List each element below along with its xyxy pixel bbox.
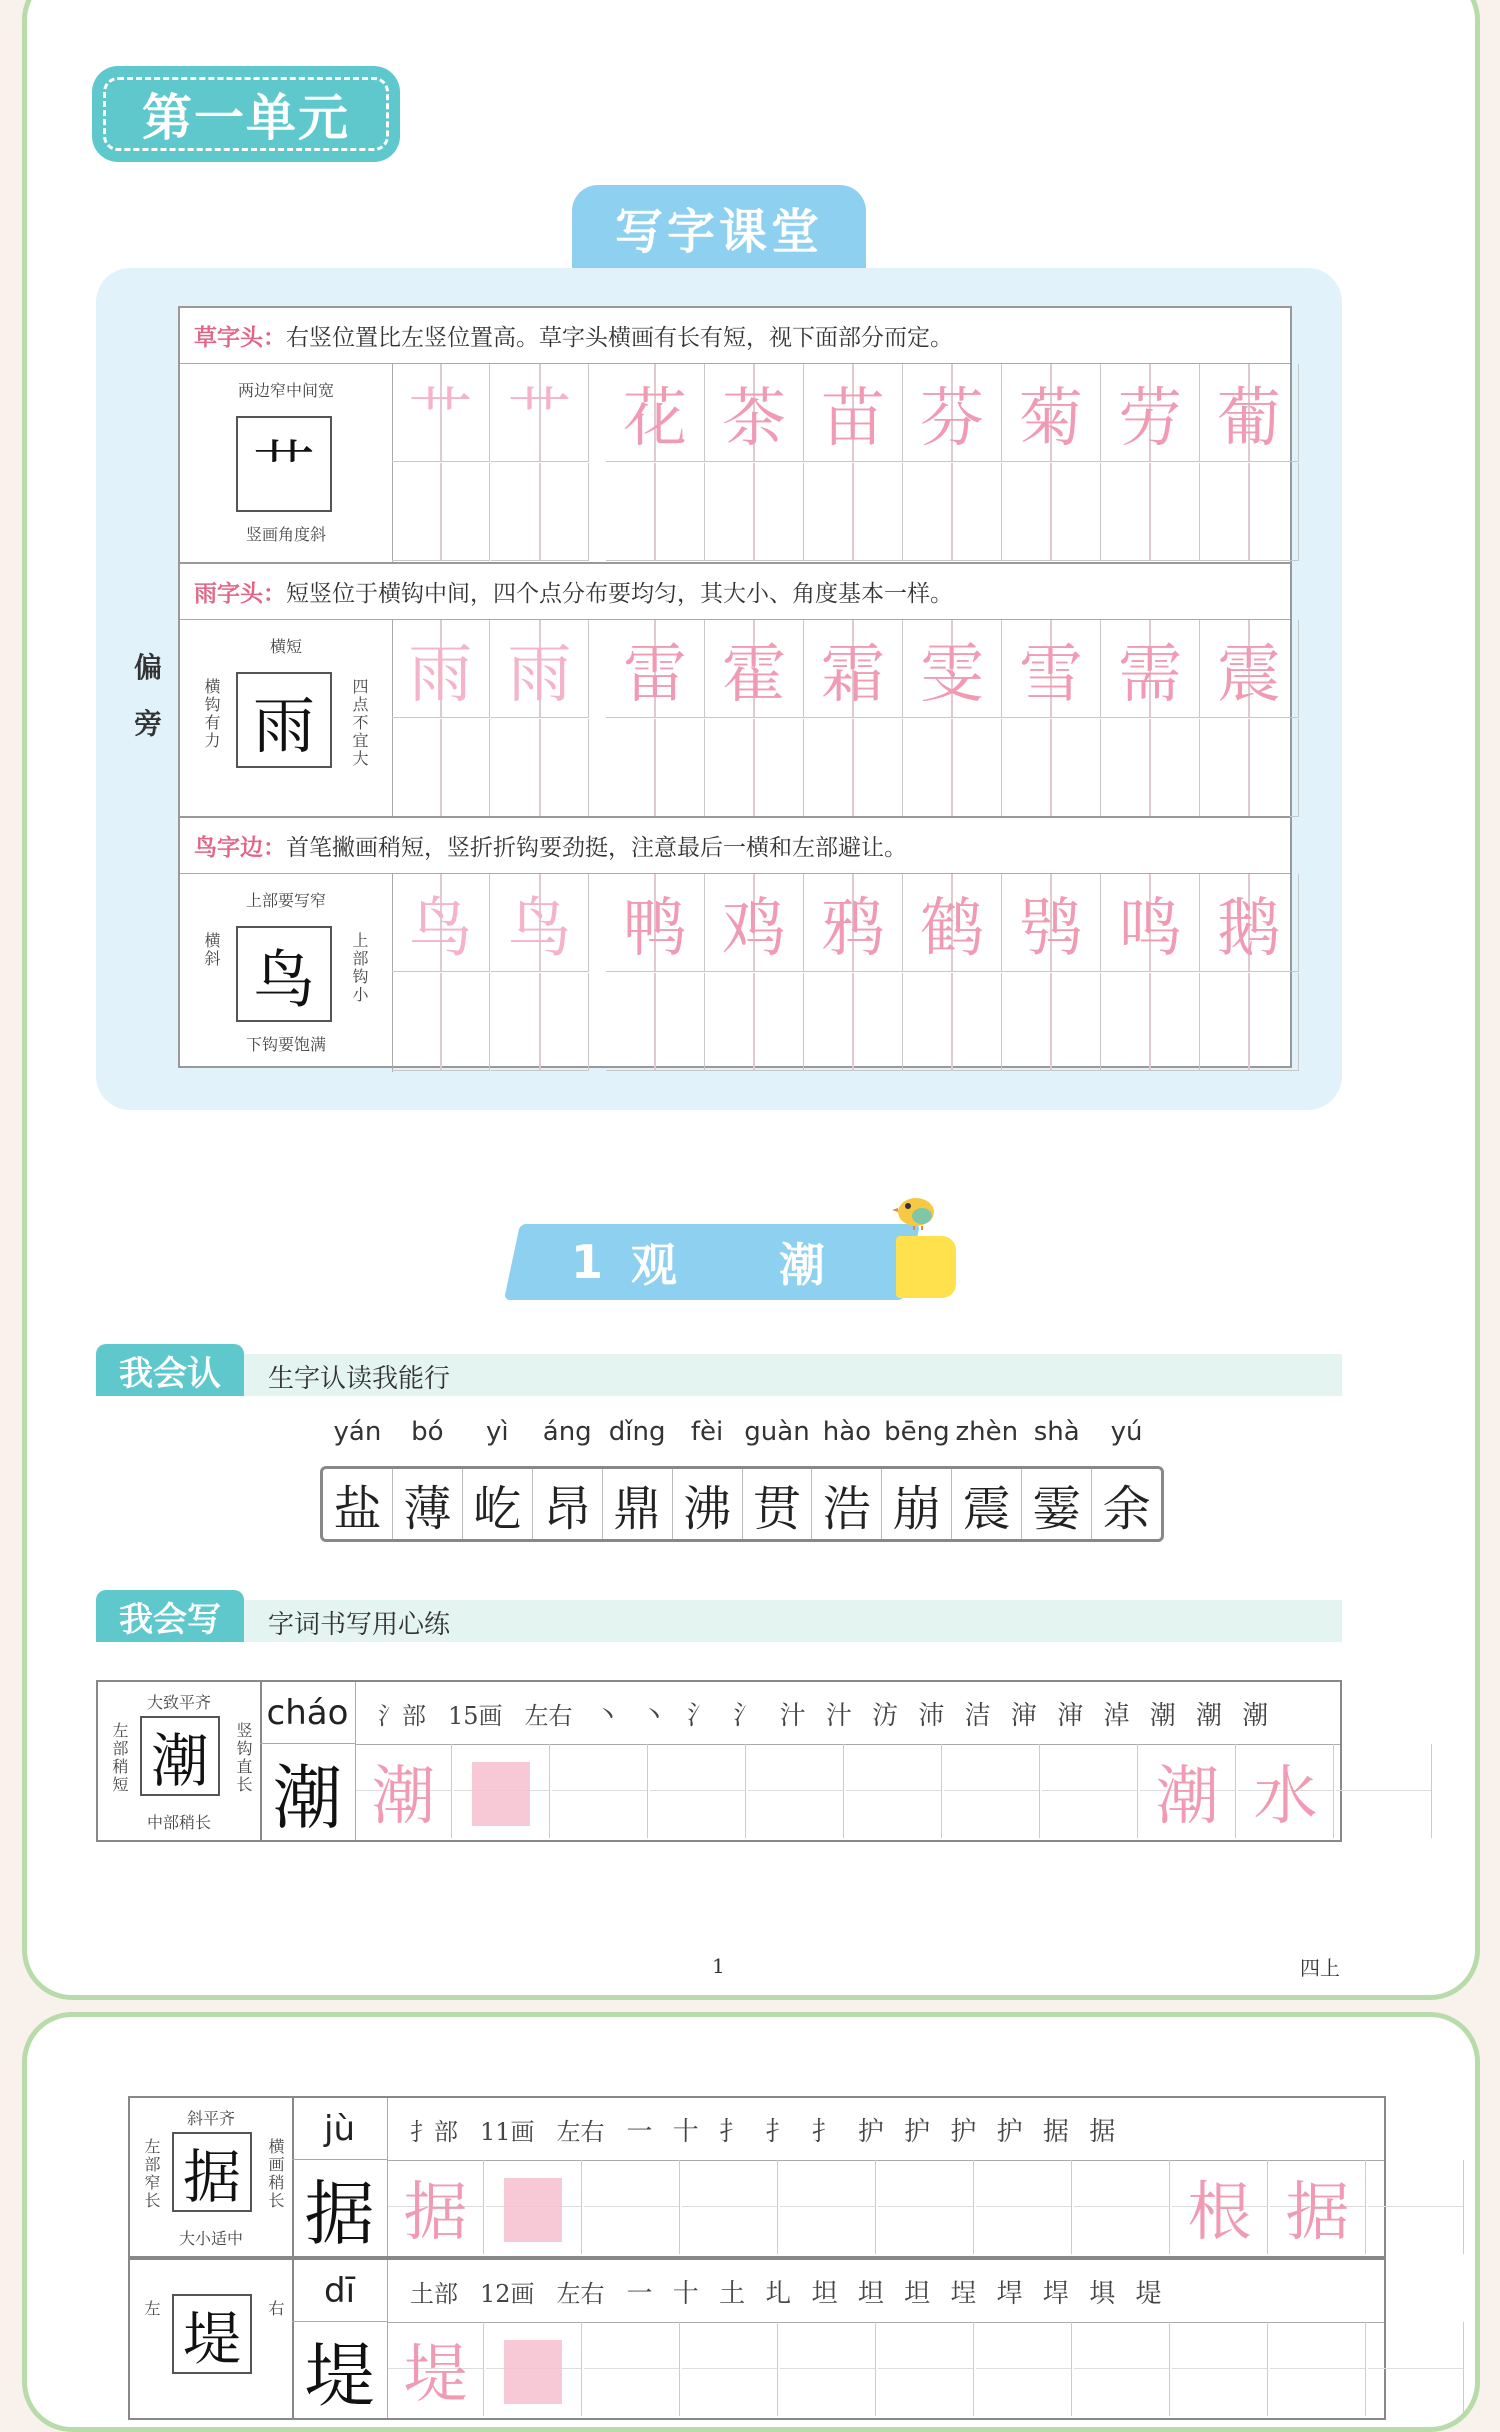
writing-cell[interactable] (878, 2322, 974, 2416)
recognize-characters (320, 1417, 1164, 1542)
practice-cell[interactable] (903, 973, 1002, 1071)
note-bottom: 竖画角度斜 (245, 525, 326, 544)
example-character[interactable]: 花 (606, 364, 705, 462)
practice-cell[interactable] (491, 719, 589, 817)
example-character[interactable]: 鸡 (705, 874, 804, 972)
recognize-char (603, 1417, 673, 1539)
note-right: 横画稍长 (266, 2138, 285, 2210)
classroom-tab: 写字课堂 (572, 185, 866, 269)
note-right: 四点不宜大 (350, 678, 369, 768)
recognize-char (323, 1417, 393, 1539)
radical-name: 草字头： (194, 324, 286, 351)
radical: 土部 (410, 2279, 458, 2308)
example-character[interactable]: 菊 (1002, 364, 1101, 462)
practice-cell[interactable] (1101, 463, 1200, 561)
practice-cell[interactable] (392, 719, 490, 817)
writing-cell[interactable] (944, 1744, 1040, 1838)
example-character[interactable]: 劳 (1101, 364, 1200, 462)
writing-cell[interactable] (454, 1744, 550, 1838)
character: 余 (1102, 1480, 1151, 1537)
practice-cell[interactable] (392, 973, 490, 1071)
character-info (388, 2098, 1384, 2161)
practice-cell[interactable] (705, 973, 804, 1071)
trace-character[interactable]: 潮 (356, 1744, 452, 1838)
writing-grid (388, 2322, 1384, 2416)
trace-radical[interactable]: 艹 (392, 364, 490, 462)
practice-cell[interactable] (392, 463, 490, 561)
word-character[interactable]: 水 (1238, 1744, 1334, 1838)
character: 贯 (752, 1480, 801, 1537)
stroke-order: 丶 丶 氵 氵 汁 汁 汸 沛 洁 渖 渖 淖 潮 潮 潮 (594, 1700, 1275, 1731)
pinyin: zhèn (955, 1417, 1019, 1447)
stroke-count: 12画 (480, 2279, 535, 2308)
lesson-title: 1 观 潮 (570, 1235, 853, 1292)
practice-cell[interactable] (1200, 463, 1299, 561)
grade-label: 四上 (1300, 1956, 1340, 1980)
example-character[interactable]: 鹤 (903, 874, 1002, 972)
radical-description: 右竖位置比左竖位置高。草字头横画有长有短，视下面部分而定。 (286, 325, 953, 351)
writing-cell[interactable] (486, 2160, 582, 2254)
writing-cell[interactable] (1368, 2322, 1464, 2416)
note-top: 大致平齐 (146, 1693, 211, 1712)
writing-cell[interactable] (780, 2160, 876, 2254)
example-character[interactable]: 苗 (804, 364, 903, 462)
character: 堤 (292, 2322, 388, 2418)
character: 沸 (683, 1480, 732, 1537)
write-demo (130, 2098, 294, 2256)
radical-name: 鸟字边： (194, 834, 286, 861)
word-character[interactable]: 潮 (1140, 1744, 1236, 1838)
demo-character: 鸟 (236, 926, 332, 1022)
note-left: 左部窄长 (142, 2138, 161, 2210)
pinyin: cháo (260, 1682, 356, 1744)
practice-grid (392, 620, 1290, 818)
pinyin: yì (485, 1417, 509, 1447)
trace-radical[interactable]: 雨 (491, 620, 589, 718)
pinyin: bó (411, 1417, 444, 1447)
practice-cell[interactable] (705, 719, 804, 817)
example-character[interactable]: 震 (1200, 620, 1299, 718)
practice-cell[interactable] (1101, 719, 1200, 817)
note-bottom: 下钩要饱满 (245, 1035, 326, 1054)
pinyin: dǐng (608, 1417, 666, 1447)
trace-radical[interactable]: 雨 (392, 620, 490, 718)
example-character[interactable]: 雯 (903, 620, 1002, 718)
character-info (356, 1682, 1340, 1745)
practice-cell[interactable] (903, 463, 1002, 561)
writing-cell[interactable] (650, 1744, 746, 1838)
note-right: 竖钩直长 (234, 1722, 253, 1794)
recognize-char (673, 1417, 743, 1539)
example-character[interactable]: 鸣 (1101, 874, 1200, 972)
write-block (128, 2096, 1386, 2258)
recognize-section (96, 1354, 1342, 1396)
practice-cell[interactable] (903, 719, 1002, 817)
practice-cell[interactable] (1101, 973, 1200, 1071)
practice-cell[interactable] (491, 973, 589, 1071)
radical-description: 首笔撇画稍短，竖折折钩要劲挺，注意最后一横和左部避让。 (286, 835, 907, 861)
pinyin: shà (1033, 1417, 1080, 1447)
recognize-char (812, 1417, 882, 1539)
radical-demo (180, 364, 393, 562)
note-left: 横钩有力 (202, 678, 221, 750)
radical-section (180, 562, 1290, 818)
stroke-count: 15画 (448, 1701, 503, 1730)
note-left: 横斜 (202, 932, 221, 968)
radical-side-label: 偏 旁 (133, 651, 162, 740)
practice-cell[interactable] (1002, 463, 1101, 561)
pinyin: guàn (744, 1417, 810, 1447)
word-character[interactable] (1172, 2322, 1268, 2416)
example-character[interactable]: 鹅 (1200, 874, 1299, 972)
character: 震 (962, 1480, 1011, 1537)
radical-tip (180, 564, 1290, 620)
radical-section (180, 816, 1290, 1072)
practice-cell[interactable] (491, 463, 589, 561)
practice-cell[interactable] (1200, 719, 1299, 817)
practice-cell[interactable] (1002, 973, 1101, 1071)
note-left: 左部稍短 (110, 1722, 129, 1794)
demo-character: 艹 (236, 416, 332, 512)
pinyin: hào (822, 1417, 872, 1447)
radical-demo (180, 620, 393, 818)
recognize-char (952, 1417, 1022, 1539)
writing-cell[interactable] (1074, 2160, 1170, 2254)
practice-grid (392, 364, 1290, 562)
practice-cell[interactable] (804, 973, 903, 1071)
pinyin: bēng (884, 1417, 950, 1447)
practice-cell[interactable] (606, 973, 705, 1071)
practice-cell[interactable] (606, 719, 705, 817)
writing-cell[interactable] (1074, 2322, 1170, 2416)
note-top: 斜平齐 (186, 2109, 235, 2128)
practice-cell[interactable] (705, 463, 804, 561)
recognize-char (393, 1417, 463, 1539)
demo-character: 据 (172, 2132, 252, 2212)
example-character[interactable]: 茶 (705, 364, 804, 462)
practice-cell[interactable] (1002, 719, 1101, 817)
recognize-char (463, 1417, 533, 1539)
practice-cell[interactable] (606, 463, 705, 561)
radical-table (178, 306, 1292, 1068)
character: 潮 (260, 1744, 356, 1840)
word-character[interactable]: 据 (1270, 2160, 1366, 2254)
practice-cell[interactable] (804, 463, 903, 561)
pinyin: yán (333, 1417, 382, 1447)
radical-description: 短竖位于横钩中间，四个点分布要均匀，其大小、角度基本一样。 (286, 581, 953, 607)
radical-tip (180, 308, 1290, 364)
structure: 左右 (556, 2279, 605, 2308)
write-section (96, 1600, 1342, 1642)
note-top: 横短 (269, 637, 302, 656)
unit-title: 第一单元 (96, 70, 396, 158)
note-right: 右 (266, 2300, 285, 2318)
trace-radical[interactable]: 鸟 (392, 874, 490, 972)
recognize-char (533, 1417, 603, 1539)
word-character[interactable] (1270, 2322, 1366, 2416)
bird-icon (892, 1188, 944, 1230)
writing-cell[interactable] (1368, 2160, 1464, 2254)
writing-grid (356, 1744, 1340, 1838)
note-left: 左 (142, 2300, 161, 2318)
trace-radical[interactable]: 艹 (491, 364, 589, 462)
character: 浩 (822, 1480, 871, 1537)
writing-cell[interactable] (682, 2160, 778, 2254)
practice-grid (392, 874, 1290, 1072)
writing-cell[interactable] (780, 2322, 876, 2416)
character-info (388, 2260, 1384, 2323)
trace-outline (472, 1762, 530, 1826)
example-character[interactable]: 霜 (804, 620, 903, 718)
example-character[interactable]: 芬 (903, 364, 1002, 462)
pinyin: dī (292, 2260, 388, 2322)
recognize-char (1092, 1417, 1161, 1539)
character: 盐 (333, 1480, 382, 1537)
trace-radical[interactable]: 鸟 (491, 874, 589, 972)
demo-character: 雨 (236, 672, 332, 768)
writing-cell[interactable] (976, 2322, 1072, 2416)
write-tag: 我会写 (96, 1590, 244, 1642)
recognize-subtitle: 生字认读我能行 (268, 1364, 451, 1394)
note-bottom: 中部稍长 (146, 1813, 211, 1832)
write-demo (130, 2260, 294, 2418)
writing-cell[interactable] (682, 2322, 778, 2416)
writing-cell[interactable] (748, 1744, 844, 1838)
note-top: 两边窄中间宽 (237, 381, 334, 400)
character: 霎 (1032, 1480, 1081, 1537)
example-character[interactable]: 鸦 (804, 874, 903, 972)
note-top: 上部要写窄 (245, 891, 326, 910)
writing-cell[interactable] (846, 1744, 942, 1838)
writing-cell[interactable] (976, 2160, 1072, 2254)
example-character[interactable]: 葡 (1200, 364, 1299, 462)
recognize-tag: 我会认 (96, 1344, 244, 1396)
recognize-char (1022, 1417, 1092, 1539)
radical: 氵部 (378, 1701, 426, 1730)
radical-name: 雨字头： (194, 580, 286, 607)
structure: 左右 (556, 2117, 605, 2146)
stroke-order: 一 十 土 圠 坦 坦 坦 埕 垾 垾 埧 堤 (626, 2278, 1168, 2309)
write-block (96, 1680, 1342, 1842)
character: 鼎 (613, 1480, 662, 1537)
recognize-char (882, 1417, 952, 1539)
pinyin: fèi (690, 1417, 724, 1447)
practice-cell[interactable] (1200, 973, 1299, 1071)
writing-cell[interactable] (584, 2160, 680, 2254)
demo-character: 堤 (172, 2294, 252, 2374)
example-character[interactable]: 鸮 (1002, 874, 1101, 972)
example-character[interactable]: 雷 (606, 620, 705, 718)
demo-character: 潮 (140, 1716, 220, 1796)
character: 据 (292, 2160, 388, 2256)
character: 昂 (543, 1480, 592, 1537)
writing-cell[interactable] (552, 1744, 648, 1838)
note-right: 上部钩小 (350, 932, 369, 1004)
trace-outline (504, 2340, 562, 2404)
write-subtitle: 字词书写用心练 (268, 1610, 451, 1640)
writing-grid (388, 2160, 1384, 2254)
practice-cell[interactable] (804, 719, 903, 817)
trace-outline (504, 2178, 562, 2242)
writing-cell[interactable] (1336, 1744, 1432, 1838)
character: 屹 (473, 1480, 522, 1537)
radical-section (180, 308, 1290, 562)
trace-character[interactable]: 据 (388, 2160, 484, 2254)
write-block (128, 2258, 1386, 2420)
example-character[interactable]: 霍 (705, 620, 804, 718)
example-character[interactable]: 鸭 (606, 874, 705, 972)
writing-cell[interactable] (584, 2322, 680, 2416)
trace-character[interactable]: 堤 (388, 2322, 484, 2416)
character: 崩 (892, 1480, 941, 1537)
stroke-count: 11画 (480, 2117, 535, 2146)
writing-cell[interactable] (1042, 1744, 1138, 1838)
structure: 左右 (524, 1701, 573, 1730)
page-number: 1 (712, 1954, 725, 1978)
note-bottom: 大小适中 (178, 2229, 243, 2248)
recognize-char (743, 1417, 813, 1539)
pinyin: áng (542, 1417, 592, 1447)
radical: 扌部 (410, 2117, 458, 2146)
radical-tip (180, 818, 1290, 874)
word-character[interactable]: 根 (1172, 2160, 1268, 2254)
write-demo (98, 1682, 262, 1840)
character: 薄 (403, 1480, 452, 1537)
writing-cell[interactable] (486, 2322, 582, 2416)
radical-demo (180, 874, 393, 1072)
example-character[interactable]: 需 (1101, 620, 1200, 718)
stroke-order: 一 十 扌 扌 扌 护 护 护 护 据 据 (626, 2116, 1122, 2147)
writing-cell[interactable] (878, 2160, 974, 2254)
pinyin: yú (1110, 1417, 1143, 1447)
pinyin: jù (292, 2098, 388, 2160)
example-character[interactable]: 雪 (1002, 620, 1101, 718)
